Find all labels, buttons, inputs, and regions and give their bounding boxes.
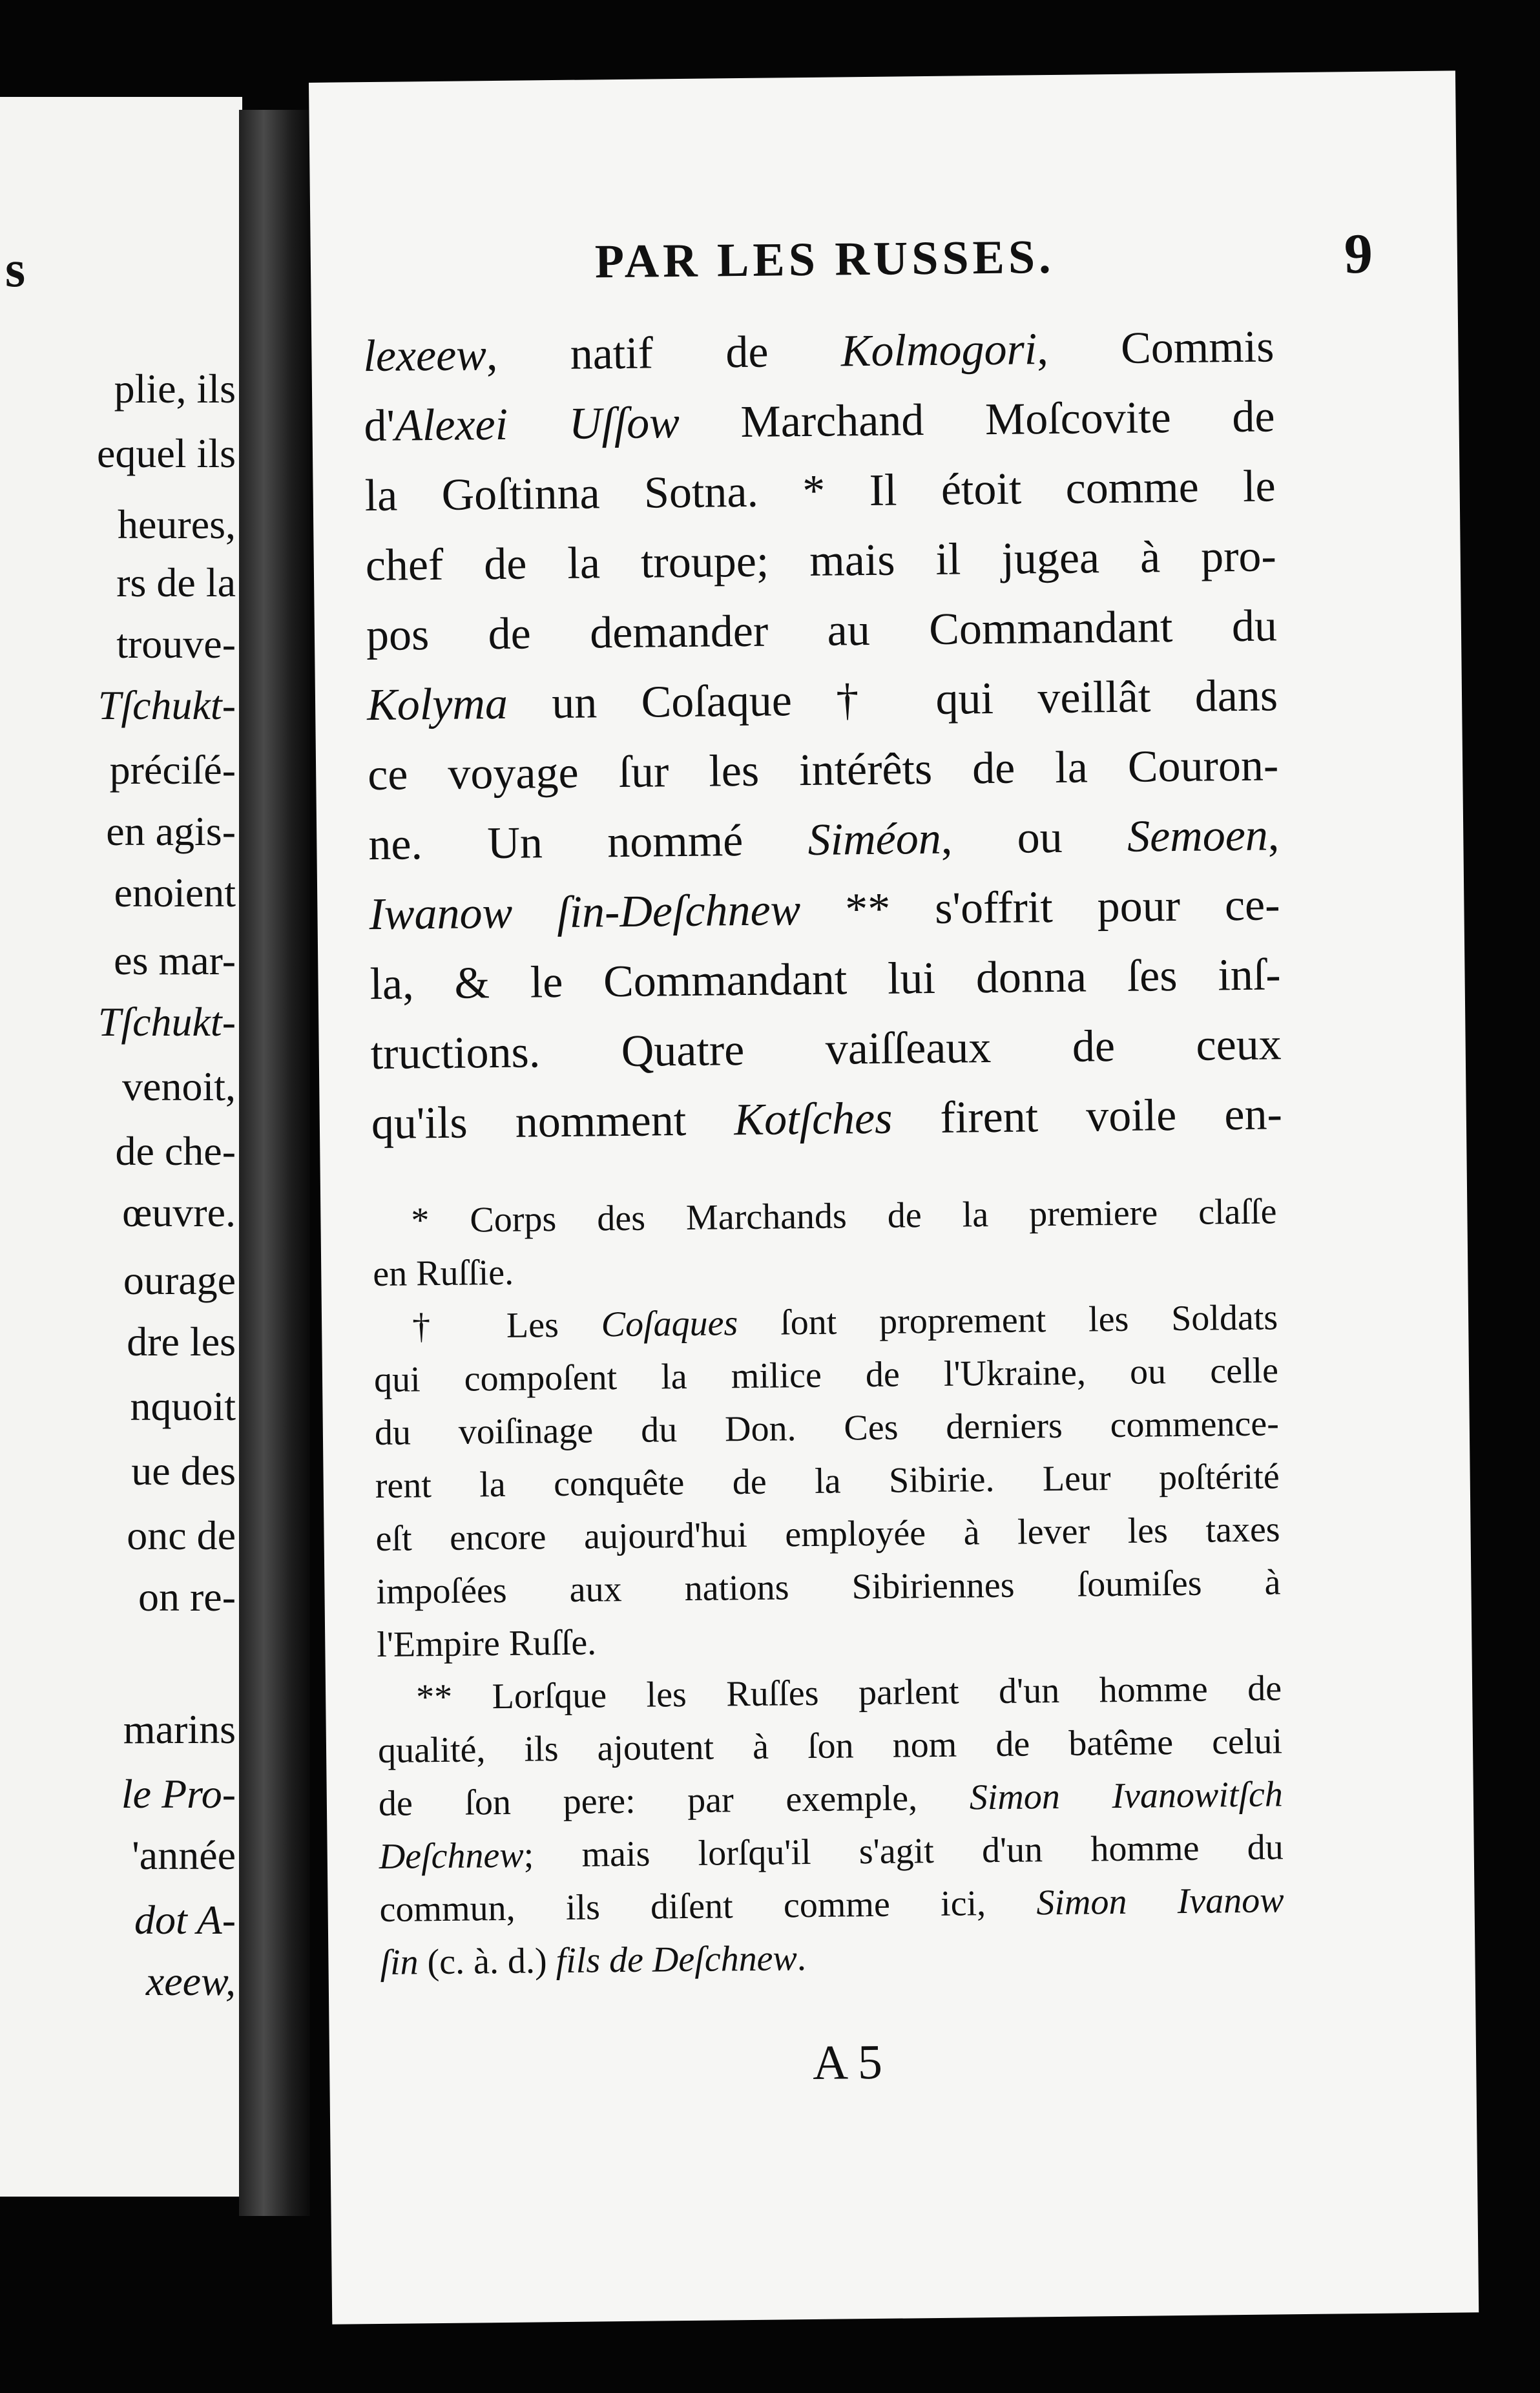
right-page [309,70,1479,2324]
body-line: chef de la troupe; mais il jugea à pro- [365,531,1277,591]
signature-mark: A 5 [812,2034,883,2090]
left-text-line: trouve- [116,621,236,667]
body-line: la Goſtinna Sotna. * Il étoit comme le [364,461,1276,521]
left-text-line: enoient [114,870,236,915]
footnote-line: * Corps des Marchands de la premiere claſſe [411,1191,1277,1241]
left-text-line: ue des [131,1448,236,1494]
left-text-line: rs de la [116,559,236,605]
footnote-line: du voiſinage du Don. Ces derniers commence- [374,1403,1280,1454]
footnote-line: qui compoſent la milice de l'Ukraine, ou celle [373,1350,1279,1401]
footnote-line: ** Lorſque les Ruſſes parlent d'un homme de [415,1668,1282,1718]
page-number: 9 [1344,222,1373,286]
left-text-line: venoit, [122,1063,236,1109]
left-text-line: Tſchukt- [98,999,236,1045]
body-line: ce voyage ſur les intérêts de la Couron- [367,740,1279,800]
body-line: lexeew, natif de Kolmogori, Commis [363,322,1275,382]
left-text-line: on re- [138,1574,236,1620]
footnote-line: rent la conquête de la Sibirie. Leur poſtérité [375,1456,1280,1507]
book-gutter [239,110,310,2216]
footnote-line: en Ruſſie. [372,1252,514,1295]
footnote-line: commun, ils diſent comme ici, Simon Ivanow [379,1880,1284,1930]
footnote-line: impoſées aux nations Sibiriennes ſoumiſes à [376,1562,1281,1613]
footnote-line: de ſon pere: par exemple, Simon Ivanowitſch [378,1774,1284,1824]
left-text-line: marins [123,1706,236,1752]
footnote-line: Deſchnew; mais lorſqu'il s'agit d'un homme du [379,1827,1284,1877]
left-text-line: xeew, [145,1958,236,2004]
body-line: tructions. Quatre vaiſſeaux de ceux [370,1019,1282,1080]
body-line: ne. Un nommé Siméon, ou Semoen, [368,810,1280,870]
left-text-line: es mar- [114,937,236,983]
left-text-line: en agis- [106,808,236,854]
left-text-line: le Pro- [121,1771,236,1817]
body-line: qu'ils nomment Kotſches firent voile en- [371,1089,1283,1149]
running-head: PAR LES RUSSES. [594,230,1055,289]
footnote-line: l'Empire Ruſſe. [377,1622,597,1666]
left-text-line: heures, [117,501,236,547]
left-text-line: ourage [123,1257,236,1303]
left-running-head: s [5,241,26,298]
body-line: d'Alexei Uſſow Marchand Moſcovite de [364,392,1275,452]
left-text-line: de che- [115,1128,236,1174]
body-line: Kolyma un Coſaque † qui veillât dans [366,671,1278,731]
left-text-line: préciſé- [109,747,236,793]
body-line: pos de demander au Commandant du [366,601,1278,661]
footnote-line: † Les Coſaques ſont proprement les Soldats [411,1297,1278,1347]
left-text-line: onc de [127,1512,236,1558]
left-text-line: nquoit [130,1383,236,1429]
left-text-line: Tſchukt- [98,682,236,728]
left-text-line: dot A- [134,1897,236,1943]
left-text-line: plie, ils [114,366,236,412]
footnote-line: eſt encore aujourd'hui employée à lever les taxes [375,1509,1280,1560]
footnote-line: ſin (c. à. d.) fils de Deſchnew. [380,1938,807,1983]
footnote-line: qualité, ils ajoutent à ſon nom de batême celui [377,1721,1283,1771]
body-line: Iwanow ſin-Deſchnew ** s'offrit pour ce- [369,880,1280,940]
left-text-line: dre les [127,1319,236,1364]
body-line: la, & le Commandant lui donna ſes inſ- [369,950,1281,1010]
left-text-line: 'année [132,1832,236,1878]
left-text-line: œuvre. [122,1189,236,1235]
left-text-line: equel ils [96,430,236,476]
left-page [0,97,242,2197]
